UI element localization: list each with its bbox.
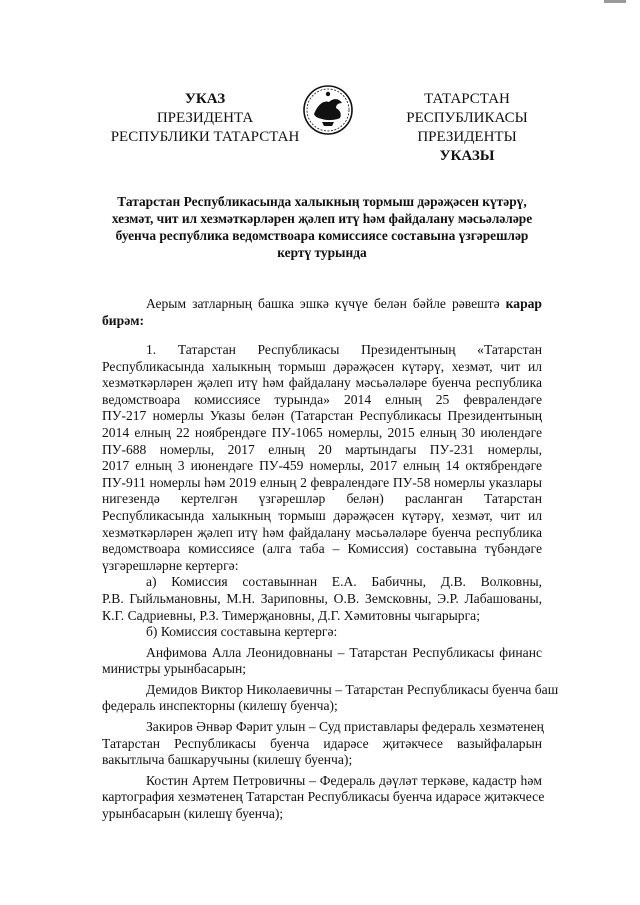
header-right-tatar — [372, 90, 562, 166]
p1-line: нигезендә кертелгән үзгәрешләр белән) расланган Татарстан — [102, 491, 542, 507]
header-right-line-2: ПРЕЗИДЕНТЫ — [417, 129, 517, 145]
document-header — [0, 90, 640, 164]
intro-line-1 — [102, 296, 542, 313]
p1-line: хезмәткәрләрен җәлеп итү һәм файдалану мәсьәләләре буенча республика — [102, 524, 542, 540]
page-corner-mark — [604, 0, 626, 3]
item-a-line: Р.В. Гыйльмановны, М.Н. Зариповны, О.В. Земсковны, Э.Р. Лабашованы, — [102, 590, 542, 606]
member-4-line: картография хезмәтенең Татарстан Республикасы буенча идарәсе җитәкчесе — [102, 789, 545, 805]
p1-line: 2017 елның 3 июнендәге ПУ-459 номерлы, 2017 елның 14 октябрендәге — [102, 458, 542, 474]
p1-line: ПУ-911 номерлы һәм 2019 елның 2 февралендәге ПУ-58 номерлы указлары — [102, 474, 542, 490]
decree-title — [102, 193, 542, 261]
header-left-russian — [110, 90, 300, 147]
title-line-1: Татарстан Республикасында халыкның тормыш дәрәҗәсен күтәрү, — [117, 194, 527, 209]
intro-bold-birem: бирәм: — [102, 312, 145, 328]
member-1-line: Анфимова Алла Леонидовнаны – Татарстан Республикасы финанс — [146, 644, 542, 660]
header-left-line-3: РЕСПУБЛИКИ ТАТАРСТАН — [110, 129, 300, 145]
p1-line: Республикасында халыкның тормыш дәрәҗәсен күтәрү, хезмәт, чит ил — [102, 507, 542, 523]
p1-line: ПУ-217 номерлы Указы белән (Татарстан Республикасы Президентының — [102, 408, 542, 424]
item-b-line: б) Комиссия составына кертергә: — [146, 624, 338, 640]
header-right-line-1: ТАТАРСТАН РЕСПУБЛИКАСЫ — [406, 91, 528, 126]
item-a-line: К.Г. Садриевны, Р.З. Тимерҗановны, Д.Г. Хәмитовны чыгарырга; — [102, 607, 480, 623]
p1-line: үзгәрешләрне кертергә: — [102, 557, 239, 573]
intro-text: Аерым затларның башка эшкә күчүе белән бәйле рәвештә — [146, 296, 500, 311]
p1-line: ведомствоара комиссиясе (алга таба – Комиссия) составына түбәндәге — [102, 541, 542, 557]
p1-line: 2014 елның 22 ноябрендәге ПУ-1065 номерлы, 2015 елның 30 июлендәге — [102, 424, 542, 440]
member-2-line: Демидов Виктор Николаевичны – Татарстан Республикасы буенча баш — [146, 681, 559, 697]
coat-of-arms-icon — [302, 84, 354, 136]
title-line-3: буенча республика ведомствоара комиссиясе составына үзгәрешләр — [115, 228, 529, 243]
p1-line: ведомствоара комиссиясе турында» 2014 елның 25 февралендәге — [102, 391, 542, 407]
p1-line: хезмәткәрләрен җәлеп итү һәм файдалану мәсьәләләре буенча республика — [102, 375, 542, 391]
member-2-line: федераль инспекторны (килешү буенча); — [102, 698, 338, 714]
header-left-line-2: ПРЕЗИДЕНТА — [156, 110, 254, 126]
title-line-2: хезмәт, чит ил хезмәткәрләрен җәлеп итү һәм файдалану мәсьәләләре — [111, 211, 533, 226]
member-3-line: вакытлыча башкаручыны (килешү буенча); — [102, 752, 353, 768]
header-left-line-1: УКАЗ — [184, 91, 226, 107]
member-1-line: министры урынбасарын; — [102, 661, 247, 677]
p1-line: ПУ-688 номерлы, 2017 елның 20 мартындагы ПУ-231 номерлы, — [102, 441, 542, 457]
intro-line-2 — [102, 313, 542, 330]
member-3-line: Закиров Әнвәр Фәрит улын – Суд приставлары федераль хезмәтенең — [146, 719, 544, 735]
member-4-line: Костин Артем Петровичны – Федераль дәүләт теркәве, кадастр һәм — [146, 772, 542, 788]
decree-body — [102, 342, 559, 823]
p1-line: 1. Татарстан Республикасы Президентының «Татарстан — [146, 342, 542, 357]
title-line-4: кертү турында — [277, 245, 367, 260]
member-4-line: урынбасарын (килешү буенча); — [102, 806, 284, 822]
header-right-line-3: УКАЗЫ — [439, 148, 495, 164]
intro-paragraph — [102, 296, 542, 329]
p1-line: Республикасында халыкның тормыш дәрәҗәсен күтәрү, хезмәт, чит ил — [102, 358, 542, 374]
member-3-line: Татарстан Республикасы буенча идарәсе җитәкчесе вазыйфаларын — [102, 735, 542, 751]
item-a-line: а) Комиссия составыннан Е.А. Бабичны, Д.В. Волковны, — [146, 574, 542, 590]
intro-bold-karar: карар — [505, 296, 542, 311]
